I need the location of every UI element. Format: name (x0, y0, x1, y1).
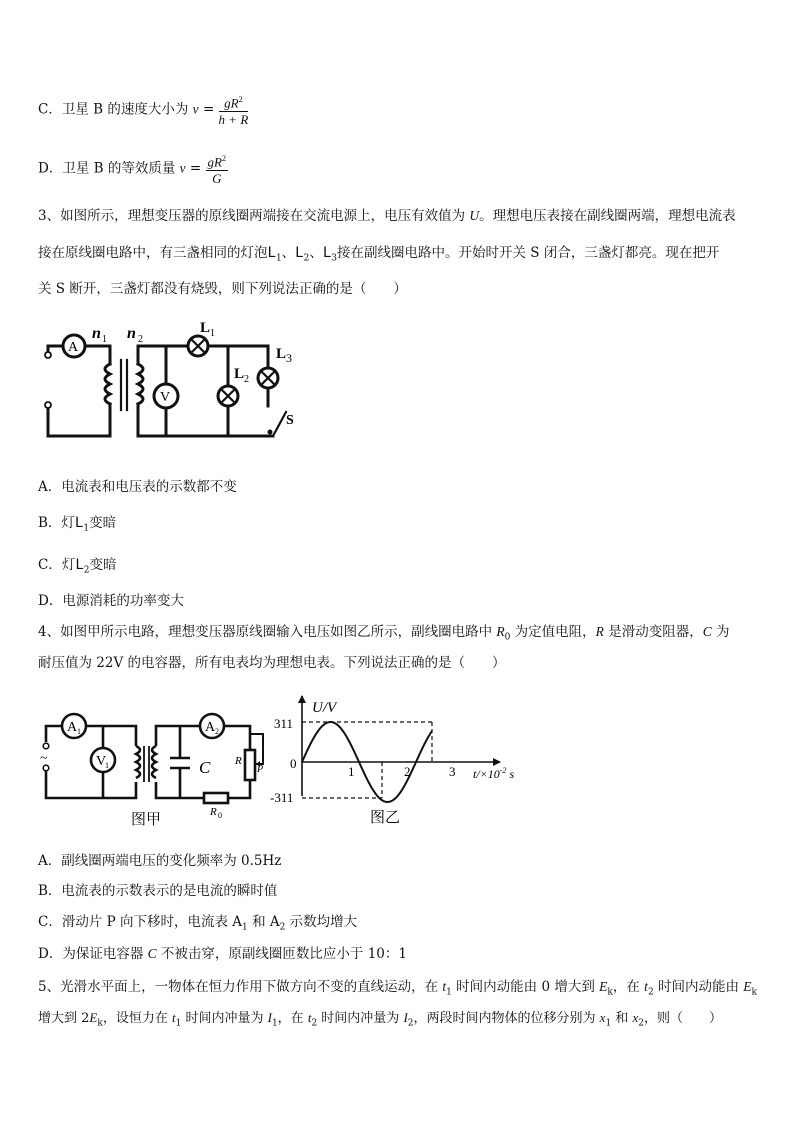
q4-r0-sub: 0 (218, 811, 222, 820)
q3-option-b (38, 514, 116, 538)
q3-text-1a: 3、如图所示，理想变压器的原线圈两端接在交流电源上，电压有效值为 (38, 208, 470, 224)
q3-text-1b: 。理想电压表接在副线圈两端，理想电流表 (479, 208, 736, 224)
q5-text-2d: ，在 (277, 1011, 308, 1026)
q2-d-exp: 2 (221, 154, 226, 163)
q4-c-label: C (199, 758, 211, 777)
q5-ek2: E (743, 979, 752, 994)
q3-option-c (38, 556, 117, 580)
q3-voltmeter-label: V (160, 390, 171, 405)
q5-text-2e: 时间内冲量为 (317, 1011, 404, 1026)
q5-t2b: t (307, 1010, 312, 1025)
q4-optd-c: C (147, 946, 157, 961)
q2-c-den: h + R (218, 112, 249, 128)
q4-text-1a: 4、如图甲所示电路，理想变压器原线圈输入电压如图乙所示，副线圈电路中 (38, 624, 497, 640)
q4-v1-label: V (96, 754, 107, 769)
q3-l2: L (295, 245, 304, 261)
q5-t1-sub: 1 (446, 987, 452, 998)
q5-t2-sub: 2 (647, 987, 654, 998)
q5-i1-sub: 1 (271, 1018, 278, 1029)
q3-option-a: A．电流表和电压表的示数都不变 (38, 479, 237, 495)
q4-ytick-neg: -311 (270, 790, 294, 805)
q3-switch-label: S (286, 413, 294, 428)
q4-fig-b-caption: 图乙 (370, 810, 401, 826)
q3-l2-sub: 2 (303, 253, 310, 264)
q4-origin: 0 (290, 756, 297, 771)
q3-lamp2-label: L (234, 366, 245, 382)
q5-x2-sub: 2 (638, 1018, 644, 1029)
q5-stem-line1 (38, 978, 757, 1002)
q4-xtick-3: 3 (449, 764, 456, 779)
q4-ac-source-label: ~ (40, 751, 48, 766)
q5-x1: x (599, 1010, 606, 1025)
q5-t1: t (442, 979, 447, 994)
q4-text-1d: 为 (711, 624, 730, 640)
q5-i1: I (267, 1010, 272, 1025)
q2-option-d (38, 151, 228, 187)
q4-xlabel: $t/\times 10^{-2}$ s (473, 766, 515, 781)
q2-option-d-text: D．卫星 B 的等效质量 (38, 160, 176, 177)
q2-c-num: gR (224, 95, 239, 111)
q3-optc-pre: C．灯 (38, 557, 76, 573)
q2-d-var: v (179, 160, 186, 176)
q5-ek2-sub: k (751, 987, 757, 998)
q4-optc-s1: 1 (242, 922, 248, 933)
q5-i2-sub: 2 (407, 1018, 414, 1029)
q4-optc-s2: 2 (279, 922, 286, 933)
q4-optd-b: 不被击穿，原副线圈匝数比应小于 10：1 (156, 946, 407, 962)
q5-ek: E (599, 979, 608, 994)
q4-option-c (38, 913, 357, 937)
q2-c-var: v (192, 101, 199, 117)
q5-text-2a: 增大到 2 (38, 1011, 90, 1026)
q4-voltage-chart (268, 690, 530, 830)
q2-c-exp: 2 (238, 95, 243, 104)
q4-optc-b: 和 A (247, 914, 280, 930)
q2-d-eq: = (189, 160, 202, 177)
q3-sep1: 、 (281, 245, 296, 261)
q3-lamp3-sub: 3 (286, 351, 292, 365)
q5-t2b-sub: 2 (311, 1018, 318, 1029)
q4-r0: R (496, 624, 505, 639)
q4-optd-a: D．为保证电容器 (38, 946, 148, 962)
q4-circuit-figure (38, 706, 268, 830)
q4-r0-label: R (210, 806, 217, 818)
q3-stem-line2 (38, 244, 719, 268)
q3-stem-line3: 关 S 断开，三盏灯都没有烧毁，则下列说法正确的是（ ） (38, 281, 407, 297)
q4-fig-a-caption: 图甲 (131, 812, 162, 828)
q3-optb-l: L (74, 515, 84, 531)
q4-xtick-1: 1 (348, 764, 355, 779)
q3-lamp2-sub: 2 (244, 374, 249, 385)
q4-option-b: B．电流表的示数表示的是电流的瞬时值 (38, 883, 278, 899)
q4-v1-sub: 1 (105, 761, 109, 770)
q3-u: U (469, 208, 480, 223)
q3-n1-sub: 1 (102, 334, 107, 345)
q3-l1-sub: 1 (275, 253, 282, 264)
q5-text-2g: 和 (611, 1011, 633, 1026)
q4-ytick-pos: 311 (274, 716, 294, 731)
q4-a2-label: A (205, 720, 216, 735)
q3-optc-post: 变暗 (89, 557, 117, 573)
q4-r: R (595, 624, 604, 639)
q5-text-2h: ，则（ ） (643, 1011, 722, 1026)
q4-stem-line2: 耐压值为 22V 的电容器，所有电表均为理想电表。下列说法正确的是（ ） (38, 655, 506, 671)
q3-n2-label: n (127, 325, 136, 342)
q4-ylabel: U/V (312, 700, 337, 716)
q5-x2: x (632, 1010, 639, 1025)
q4-a2-sub: 2 (215, 727, 219, 736)
q3-circuit-figure (38, 316, 308, 442)
q4-optc-a: C．滑动片 P 向下移时，电流表 A (38, 914, 243, 930)
q3-optb-sub: 1 (83, 523, 90, 534)
q5-t2: t (644, 979, 648, 994)
q4-option-a: A．副线圈两端电压的变化频率为 0.5Hz (38, 853, 282, 869)
q5-t1b-sub: 1 (175, 1018, 182, 1029)
q4-optc-c: 示数均增大 (285, 914, 358, 930)
q4-text-1c: 是滑动变阻器， (603, 624, 703, 640)
q4-option-d (38, 945, 407, 963)
q3-l3-sub: 3 (331, 253, 338, 264)
q5-x1-sub: 1 (605, 1018, 612, 1029)
q5-ek-sub: k (607, 987, 613, 998)
q3-lamp1-sub: 1 (210, 328, 215, 339)
q4-xtick-2: 2 (404, 764, 411, 779)
q3-ammeter-label: A (68, 340, 79, 355)
q5-ek3: E (89, 1010, 98, 1025)
q5-ek3-sub: k (97, 1018, 103, 1029)
q5-stem-line2 (38, 1009, 722, 1033)
q2-c-eq: = (202, 101, 215, 118)
q4-a1-label: A (67, 720, 78, 735)
q3-n1-label: n (92, 325, 101, 342)
q4-stem-line1 (38, 623, 730, 647)
q3-text-2a: 接在原线圈电路中，有三盏相同的灯泡 (38, 245, 268, 261)
q2-d-fraction (206, 151, 228, 187)
q5-text-1b: 时间内动能由 0 增大到 (451, 979, 600, 995)
q4-r0-sub: 0 (504, 632, 511, 643)
q3-l3: L (322, 245, 332, 261)
q3-option-d: D．电源消耗的功率变大 (38, 593, 184, 609)
q3-sep2: 、 (309, 245, 323, 261)
q3-optb-post: 变暗 (89, 515, 117, 531)
q5-t1b: t (171, 1010, 176, 1025)
q5-text-1d: 时间内动能由 (653, 979, 744, 995)
q5-i2: I (403, 1010, 408, 1025)
q4-a1-sub: 1 (77, 727, 81, 736)
q3-optc-sub: 2 (83, 565, 90, 576)
q5-text-2b: ，设恒力在 (102, 1011, 172, 1026)
q2-c-fraction (219, 92, 249, 128)
q4-c: C (702, 624, 712, 639)
q5-text-1c: ，在 (612, 979, 645, 995)
q4-p-label: P (257, 764, 264, 775)
q3-lamp1-label: L (200, 320, 211, 336)
q3-text-2b: 接在副线圈电路中。开始时开关 S 闭合，三盏灯都亮。现在把开 (337, 245, 720, 261)
q3-lamp3-label: L (276, 346, 287, 362)
q3-optc-l: L (75, 557, 84, 573)
q3-l1: L (267, 245, 276, 261)
q5-text-1a: 5、光滑水平面上，一物体在恒力作用下做方向不变的直线运动，在 (38, 979, 443, 995)
q4-r-label: R (235, 755, 242, 767)
q2-option-c (38, 92, 248, 128)
q2-d-den: G (212, 171, 222, 187)
q3-n2-sub: 2 (138, 334, 143, 345)
q4-text-1b: 为定值电阻， (510, 624, 596, 640)
q3-stem-line1 (38, 207, 736, 225)
q2-option-c-text: C．卫星 B 的速度大小为 (38, 101, 189, 118)
q5-text-2c: 时间内冲量为 (181, 1011, 268, 1026)
q5-text-2f: ，两段时间内物体的位移分别为 (413, 1011, 600, 1026)
q3-optb-pre: B．灯 (38, 515, 75, 531)
q2-d-num: gR (207, 154, 222, 170)
